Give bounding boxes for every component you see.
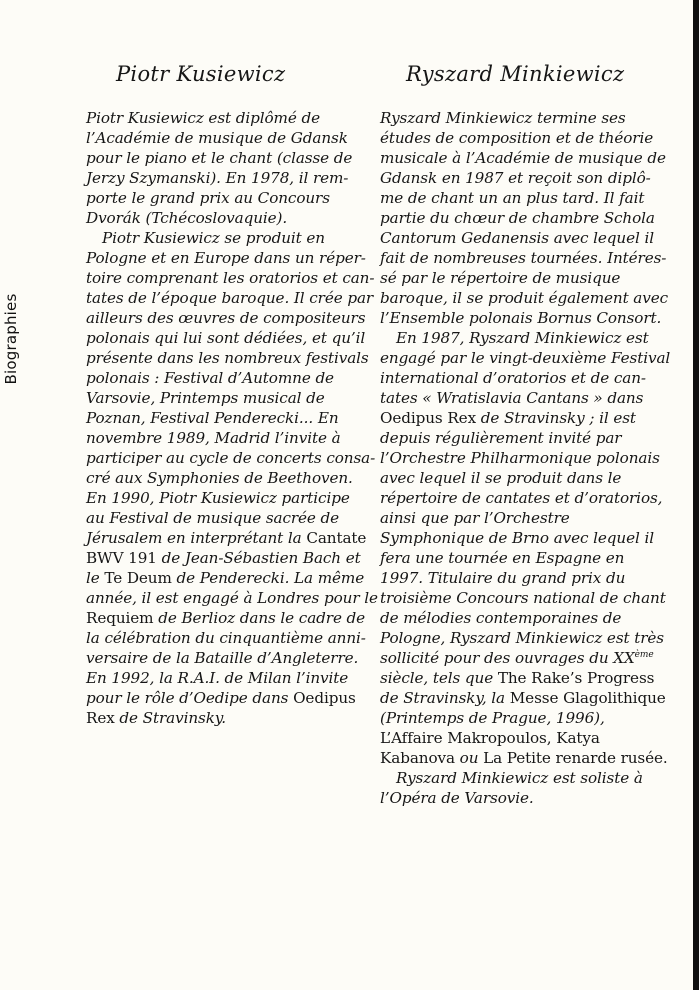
text-line <box>86 648 378 668</box>
text-line <box>380 128 670 148</box>
text-line <box>380 348 670 368</box>
text-run: En 1992, la R.A.I. de Milan l’invite <box>86 669 349 687</box>
text-line <box>86 608 378 628</box>
text-line <box>86 288 378 308</box>
text-line <box>380 528 670 548</box>
text-run: Poznan, Festival Penderecki... En <box>86 409 339 427</box>
text-line <box>380 588 670 608</box>
text-line <box>86 428 378 448</box>
text-run: l’Ensemble polonais Bornus Consort. <box>380 309 662 327</box>
text-run: de Stravinsky. <box>114 709 226 727</box>
text-run: troisième Concours national de chant <box>380 589 666 607</box>
work-title: Oedipus <box>293 689 356 707</box>
text-line <box>380 408 670 428</box>
text-line <box>86 708 378 728</box>
text-run: polonais : Festival d’Automne de <box>86 369 334 387</box>
text-line <box>86 668 378 688</box>
text-run: cré aux Symphonies de Beethoven. <box>86 469 353 487</box>
section-label: Biographies <box>2 293 20 385</box>
text-run: participer au cycle de concerts consa- <box>86 449 376 467</box>
text-run: de mélodies contemporaines de <box>380 609 622 627</box>
text-line <box>86 528 378 548</box>
superscript: ème <box>634 649 654 660</box>
text-run: Symphonique de Brno avec lequel il <box>380 529 654 547</box>
text-line <box>380 768 670 788</box>
text-run: Ryszard Minkiewicz est soliste à <box>396 769 643 787</box>
work-title: Messe Glagolithique <box>509 689 666 707</box>
text-line <box>380 508 670 528</box>
text-run: Varsovie, Printemps musical de <box>86 389 325 407</box>
text-run: le <box>86 569 105 587</box>
text-line <box>86 628 378 648</box>
text-line <box>380 328 670 348</box>
text-run: En 1987, Ryszard Minkiewicz est <box>396 329 649 347</box>
text-run: toire comprenant les oratorios et can- <box>86 269 375 287</box>
work-title: Oedipus Rex <box>380 409 477 427</box>
text-run: tates de l’époque baroque. Il crée par <box>86 289 374 307</box>
text-line <box>86 188 378 208</box>
text-line <box>380 188 670 208</box>
text-run: la célébration du cinquantième anni- <box>86 629 366 647</box>
text-line <box>380 468 670 488</box>
work-title: Requiem <box>86 609 154 627</box>
text-run: de Stravinsky ; il est <box>476 409 636 427</box>
text-line <box>380 788 670 808</box>
text-line <box>86 688 378 708</box>
text-line <box>86 488 378 508</box>
text-run: (Printemps de Prague, 1996), <box>380 709 605 727</box>
text-run: ou <box>454 749 484 767</box>
text-line <box>380 428 670 448</box>
text-line <box>86 508 378 528</box>
text-run: pour le piano et le chant (classe de <box>86 149 353 167</box>
text-line <box>86 308 378 328</box>
text-run: siècle, tels que <box>380 669 498 687</box>
text-line <box>380 108 670 128</box>
text-line <box>86 588 378 608</box>
text-line <box>380 648 670 668</box>
text-line <box>86 148 378 168</box>
text-line <box>380 668 670 688</box>
text-run: répertoire de cantates et d’oratorios, <box>380 489 663 507</box>
text-run: Piotr Kusiewicz se produit en <box>102 229 325 247</box>
text-run: partie du chœur de chambre Schola <box>380 209 655 227</box>
text-run: novembre 1989, Madrid l’invite à <box>86 429 341 447</box>
work-title: La Petite renarde rusée. <box>483 749 668 767</box>
text-run: pour le rôle d’Oedipe dans <box>86 689 294 707</box>
text-run: versaire de la Bataille d’Angleterre. <box>86 649 359 667</box>
text-run: au Festival de musique sacrée de <box>86 509 340 527</box>
text-run: de Berlioz dans le cadre de <box>153 609 366 627</box>
text-line <box>380 628 670 648</box>
text-run: ailleurs des œuvres de compositeurs <box>86 309 366 327</box>
text-line <box>86 468 378 488</box>
text-run: Pologne, Ryszard Minkiewicz est très <box>380 629 664 647</box>
text-line <box>380 168 670 188</box>
text-run: sé par le répertoire de musique <box>380 269 621 287</box>
work-title: Rex <box>86 709 115 727</box>
work-title: BWV 191 <box>86 549 157 567</box>
text-line <box>86 128 378 148</box>
bio-title: Piotr Kusiewicz <box>116 62 286 86</box>
text-line <box>86 568 378 588</box>
work-title: The Rake’s Progress <box>497 669 655 687</box>
text-line <box>86 368 378 388</box>
text-line <box>380 308 670 328</box>
text-run: Jerzy Szymanski). En 1978, il rem- <box>86 169 349 187</box>
text-line <box>380 228 670 248</box>
text-line <box>86 228 378 248</box>
text-line <box>86 248 378 268</box>
text-run: avec lequel il se produit dans le <box>380 469 622 487</box>
text-run: sollicité pour des ouvrages du XX <box>380 649 635 667</box>
text-line <box>380 748 670 768</box>
text-line <box>380 148 670 168</box>
bio-title: Ryszard Minkiewicz <box>406 62 625 86</box>
text-line <box>86 348 378 368</box>
text-run: Pologne et en Europe dans un réper- <box>86 249 366 267</box>
text-line <box>380 208 670 228</box>
scan-edge <box>693 0 699 990</box>
text-run: ainsi que par l’Orchestre <box>380 509 570 527</box>
text-line <box>380 248 670 268</box>
text-run: fera une tournée en Espagne en <box>380 549 625 567</box>
text-line <box>86 208 378 228</box>
text-line <box>86 388 378 408</box>
text-run: de Stravinsky, la <box>380 689 510 707</box>
text-run: international d’oratorios et de can- <box>380 369 646 387</box>
text-run: études de composition et de théorie <box>380 129 654 147</box>
work-title: L’Affaire Makropoulos, Katya <box>380 729 600 747</box>
text-run: Ryszard Minkiewicz termine ses <box>380 109 626 127</box>
text-line <box>86 548 378 568</box>
text-line <box>86 268 378 288</box>
text-line <box>380 568 670 588</box>
text-line <box>86 168 378 188</box>
text-run: l’Orchestre Philharmonique polonais <box>380 449 660 467</box>
text-line <box>380 728 670 748</box>
text-run: année, il est engagé à Londres pour le <box>86 589 378 607</box>
text-run: musicale à l’Académie de musique de <box>380 149 666 167</box>
text-run: de Jean-Sébastien Bach et <box>156 549 361 567</box>
text-run: Cantorum Gedanensis avec lequel il <box>380 229 654 247</box>
bio-text <box>86 108 378 728</box>
text-run: l’Académie de musique de Gdansk <box>86 129 348 147</box>
text-run: de Penderecki. La même <box>171 569 365 587</box>
bio-text <box>380 108 670 808</box>
text-run: engagé par le vingt-deuxième Festival <box>380 349 671 367</box>
text-run: fait de nombreuses tournées. Intéres- <box>380 249 667 267</box>
text-line <box>86 328 378 348</box>
text-run: Jérusalem en interprétant la <box>86 529 307 547</box>
text-run: Gdansk en 1987 et reçoit son diplô- <box>380 169 651 187</box>
text-run: baroque, il se produit également avec <box>380 289 669 307</box>
text-run: polonais qui lui sont dédiées, et qu’il <box>86 329 366 347</box>
work-title: Cantate <box>306 529 367 547</box>
text-run: 1997. Titulaire du grand prix du <box>380 569 626 587</box>
text-line <box>380 708 670 728</box>
text-line <box>380 688 670 708</box>
text-line <box>380 448 670 468</box>
text-run: Piotr Kusiewicz est diplômé de <box>86 109 320 127</box>
text-line <box>380 608 670 628</box>
text-line <box>380 548 670 568</box>
text-run: présente dans les nombreux festivals <box>86 349 369 367</box>
text-run: porte le grand prix au Concours <box>86 189 330 207</box>
text-line <box>86 448 378 468</box>
text-run: Dvorák (Tchécoslovaquie). <box>86 209 288 227</box>
text-line <box>380 388 670 408</box>
text-line <box>380 368 670 388</box>
text-run: depuis régulièrement invité par <box>380 429 622 447</box>
text-run: tates « Wratislavia Cantans » dans <box>380 389 644 407</box>
text-line <box>86 408 378 428</box>
text-run: me de chant un an plus tard. Il fait <box>380 189 645 207</box>
text-line <box>380 268 670 288</box>
work-title: Kabanova <box>380 749 455 767</box>
text-line <box>380 488 670 508</box>
text-line <box>86 108 378 128</box>
work-title: Te Deum <box>104 569 172 587</box>
text-run: En 1990, Piotr Kusiewicz participe <box>86 489 350 507</box>
text-run: l’Opéra de Varsovie. <box>380 789 534 807</box>
text-line <box>380 288 670 308</box>
